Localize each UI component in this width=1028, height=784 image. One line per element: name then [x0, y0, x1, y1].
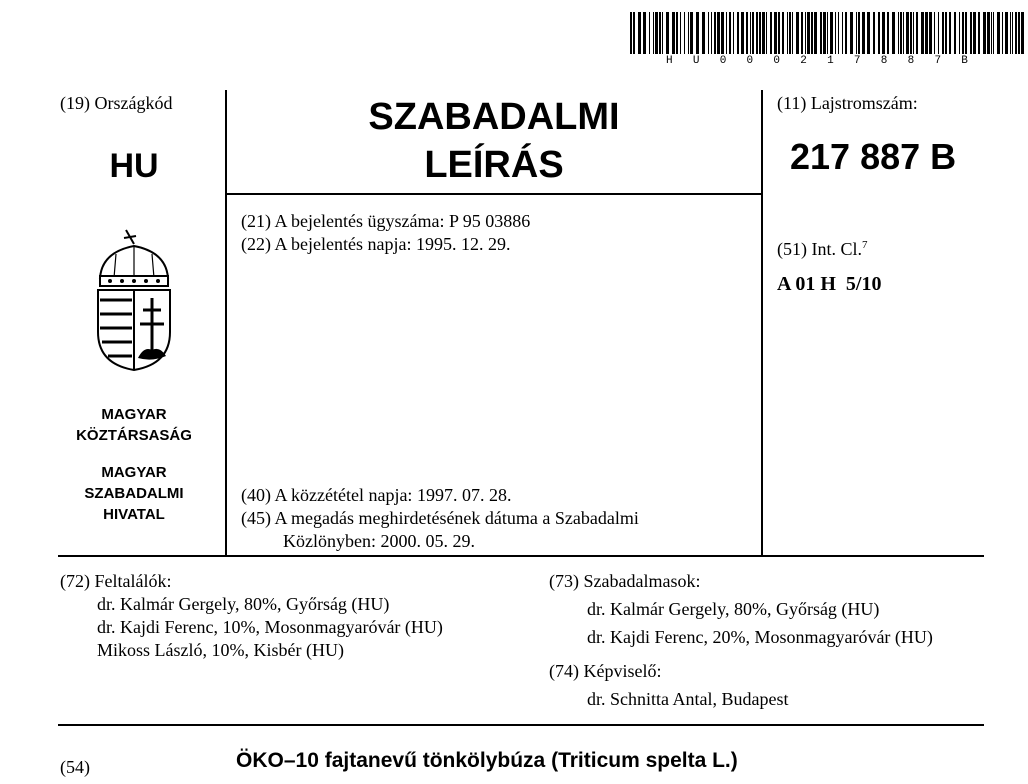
inventor-item: dr. Kalmár Gergely, 80%, Győrság (HU) — [97, 594, 390, 614]
barcode-bar — [873, 12, 875, 54]
office-name-line1: MAGYAR — [101, 464, 167, 481]
field-22 — [241, 233, 510, 256]
barcode-bar — [858, 12, 860, 54]
divider-title — [225, 193, 763, 195]
coat-of-arms-icon — [92, 228, 176, 372]
owners-label: (73) Szabadalmasok: — [549, 571, 701, 591]
field-22-value: 1995. 12. 29. — [415, 234, 511, 254]
barcode-digit: 1 — [827, 55, 834, 67]
barcode-bar — [954, 12, 956, 54]
barcode-bar — [867, 12, 870, 54]
barcode-bar — [653, 12, 654, 54]
barcode-bar — [949, 12, 951, 54]
barcode-bar — [959, 12, 960, 54]
office-name — [50, 462, 218, 525]
barcode-bar — [737, 12, 739, 54]
document-title — [227, 93, 761, 189]
barcode-digit: B — [961, 55, 968, 67]
barcode-bar — [910, 12, 912, 54]
barcode-bar — [688, 12, 689, 54]
representative-name: dr. Schnitta Antal, Budapest — [587, 689, 789, 709]
field-22-label: (22) A bejelentés napja: — [241, 234, 412, 254]
barcode-bar — [662, 12, 663, 54]
barcode-bar — [997, 12, 1000, 54]
field-21-value: P 95 03886 — [448, 211, 531, 231]
barcode-bar — [913, 12, 914, 54]
barcode-digit: 7 — [853, 55, 861, 67]
barcode-digit: U — [692, 55, 700, 67]
barcode-bar — [1010, 12, 1011, 54]
barcode-bar — [638, 12, 641, 54]
field-21 — [241, 210, 530, 233]
divider-right — [761, 90, 763, 556]
barcode-bar — [878, 12, 880, 54]
barcode-bar — [900, 12, 902, 54]
barcode-bar — [766, 12, 767, 54]
barcode-bar — [801, 12, 803, 54]
barcode-bar — [684, 12, 685, 54]
barcode-bar — [680, 12, 681, 54]
barcode-bar — [1002, 12, 1003, 54]
barcode-bar — [898, 12, 899, 54]
barcode-bar — [921, 12, 924, 54]
barcode-bar — [811, 12, 813, 54]
barcode-bar — [906, 12, 909, 54]
country-code-label: (19) Országkód — [60, 93, 173, 113]
barcode-bar — [842, 12, 843, 54]
barcode-bar — [962, 12, 964, 54]
field-21-label: (21) A bejelentés ügyszáma: — [241, 211, 445, 231]
barcode-digit: H — [666, 55, 673, 67]
barcode-bar — [835, 12, 836, 54]
barcode-bar — [993, 12, 994, 54]
barcode-bar — [717, 12, 720, 54]
barcode-bar — [938, 12, 939, 54]
barcode-digit: 8 — [880, 55, 888, 67]
barcode-bar — [945, 12, 947, 54]
barcode-bar — [659, 12, 661, 54]
barcode-bar — [750, 12, 751, 54]
barcode — [630, 12, 1024, 54]
barcode-bar — [726, 12, 727, 54]
field-40-value: 1997. 07. 28. — [416, 485, 512, 505]
field-51-sup: 7 — [862, 239, 868, 251]
barcode-bar — [774, 12, 777, 54]
divider-parties-bottom — [58, 724, 984, 726]
barcode-bar — [752, 12, 754, 54]
barcode-bar — [973, 12, 976, 54]
barcode-bar — [655, 12, 658, 54]
classification: A 01 H 5/10 — [777, 273, 882, 295]
barcode-bar — [676, 12, 678, 54]
barcode-bar — [796, 12, 799, 54]
barcode-bar — [630, 12, 632, 54]
field-40-label: (40) A közzététel napja: — [241, 485, 413, 505]
barcode-bar — [666, 12, 669, 54]
country-name — [50, 404, 218, 446]
barcode-bar — [991, 12, 992, 54]
field-11-label: (11) Lajstromszám: — [777, 93, 918, 113]
barcode-bar — [903, 12, 904, 54]
barcode-bar — [814, 12, 817, 54]
document-title-line2: LEÍRÁS — [424, 144, 564, 186]
barcode-bar — [942, 12, 944, 54]
barcode-bar — [711, 12, 712, 54]
barcode-bar — [970, 12, 972, 54]
barcode-bar — [792, 12, 793, 54]
office-name-line2: SZABADALMI — [84, 485, 184, 502]
barcode-bar — [830, 12, 833, 54]
barcode-bar — [978, 12, 980, 54]
barcode-bar — [762, 12, 765, 54]
document-title-line1: SZABADALMI — [368, 96, 620, 138]
barcode-bar — [721, 12, 724, 54]
barcode-bar — [807, 12, 810, 54]
barcode-bar — [649, 12, 650, 54]
barcode-bar — [690, 12, 693, 54]
invention-title: ÖKO–10 fajtanevű tönkölybúza (Triticum spelta L.) — [236, 749, 738, 772]
barcode-number — [666, 55, 968, 67]
barcode-digit: 7 — [934, 55, 942, 67]
country-name-line2: KÖZTÁRSASÁG — [76, 427, 192, 444]
barcode-bar — [746, 12, 748, 54]
barcode-digit: 0 — [719, 55, 727, 67]
barcode-bar — [862, 12, 865, 54]
barcode-bar — [696, 12, 699, 54]
field-51 — [777, 234, 868, 261]
barcode-bar — [805, 12, 806, 54]
barcode-bar — [887, 12, 889, 54]
barcode-bar — [756, 12, 758, 54]
barcode-bar — [934, 12, 935, 54]
barcode-bar — [845, 12, 847, 54]
barcode-bar — [1021, 12, 1024, 54]
barcode-bar — [787, 12, 788, 54]
barcode-bar — [741, 12, 744, 54]
owner-item: dr. Kajdi Ferenc, 20%, Mosonmagyaróvár (HU) — [587, 627, 933, 647]
inventors-label: (72) Feltalálók: — [60, 571, 172, 591]
barcode-bar — [820, 12, 822, 54]
divider-header-bottom — [58, 555, 984, 557]
barcode-bar — [672, 12, 675, 54]
barcode-digit: 2 — [800, 55, 807, 67]
barcode-bar — [759, 12, 761, 54]
barcode-bar — [714, 12, 716, 54]
country-name-line1: MAGYAR — [101, 406, 167, 423]
owner-item: dr. Kalmár Gergely, 80%, Győrság (HU) — [587, 599, 880, 619]
barcode-bar — [729, 12, 731, 54]
barcode-bar — [1015, 12, 1017, 54]
barcode-bar — [633, 12, 635, 54]
representative-label: (74) Képviselő: — [549, 661, 662, 681]
barcode-bar — [789, 12, 791, 54]
barcode-bar — [916, 12, 918, 54]
barcode-bar — [770, 12, 772, 54]
barcode-bar — [702, 12, 705, 54]
barcode-digit: 0 — [773, 55, 780, 67]
barcode-bar — [823, 12, 826, 54]
inventor-item: dr. Kajdi Ferenc, 10%, Mosonmagyaróvár (HU) — [97, 617, 443, 637]
barcode-digit: 0 — [746, 55, 754, 67]
barcode-bar — [856, 12, 857, 54]
field-51-label: (51) Int. Cl. — [777, 239, 862, 259]
barcode-bar — [838, 12, 839, 54]
office-name-line3: HIVATAL — [103, 506, 165, 523]
barcode-bar — [827, 12, 828, 54]
country-code: HU — [109, 147, 159, 185]
barcode-bar — [983, 12, 986, 54]
registry-number: 217 887 B — [790, 136, 957, 177]
barcode-bar — [1005, 12, 1008, 54]
barcode-bar — [643, 12, 646, 54]
barcode-bar — [987, 12, 990, 54]
barcode-bar — [850, 12, 853, 54]
barcode-bar — [925, 12, 928, 54]
invention-number: (54) — [60, 757, 90, 777]
barcode-bar — [733, 12, 734, 54]
barcode-bar — [965, 12, 967, 54]
barcode-bar — [778, 12, 780, 54]
barcode-bar — [708, 12, 709, 54]
barcode-bar — [1018, 12, 1020, 54]
barcode-bar — [929, 12, 932, 54]
inventor-item: Mikoss László, 10%, Kisbér (HU) — [97, 640, 344, 660]
field-40 — [241, 484, 511, 507]
field-45-line2: Közlönyben: 2000. 05. 29. — [283, 531, 475, 551]
barcode-bar — [882, 12, 885, 54]
field-45-line1: (45) A megadás meghirdetésének dátuma a Szabadalmi — [241, 508, 639, 528]
barcode-bar — [1012, 12, 1013, 54]
barcode-bar — [782, 12, 784, 54]
barcode-digit: 8 — [907, 55, 915, 67]
barcode-bar — [892, 12, 895, 54]
